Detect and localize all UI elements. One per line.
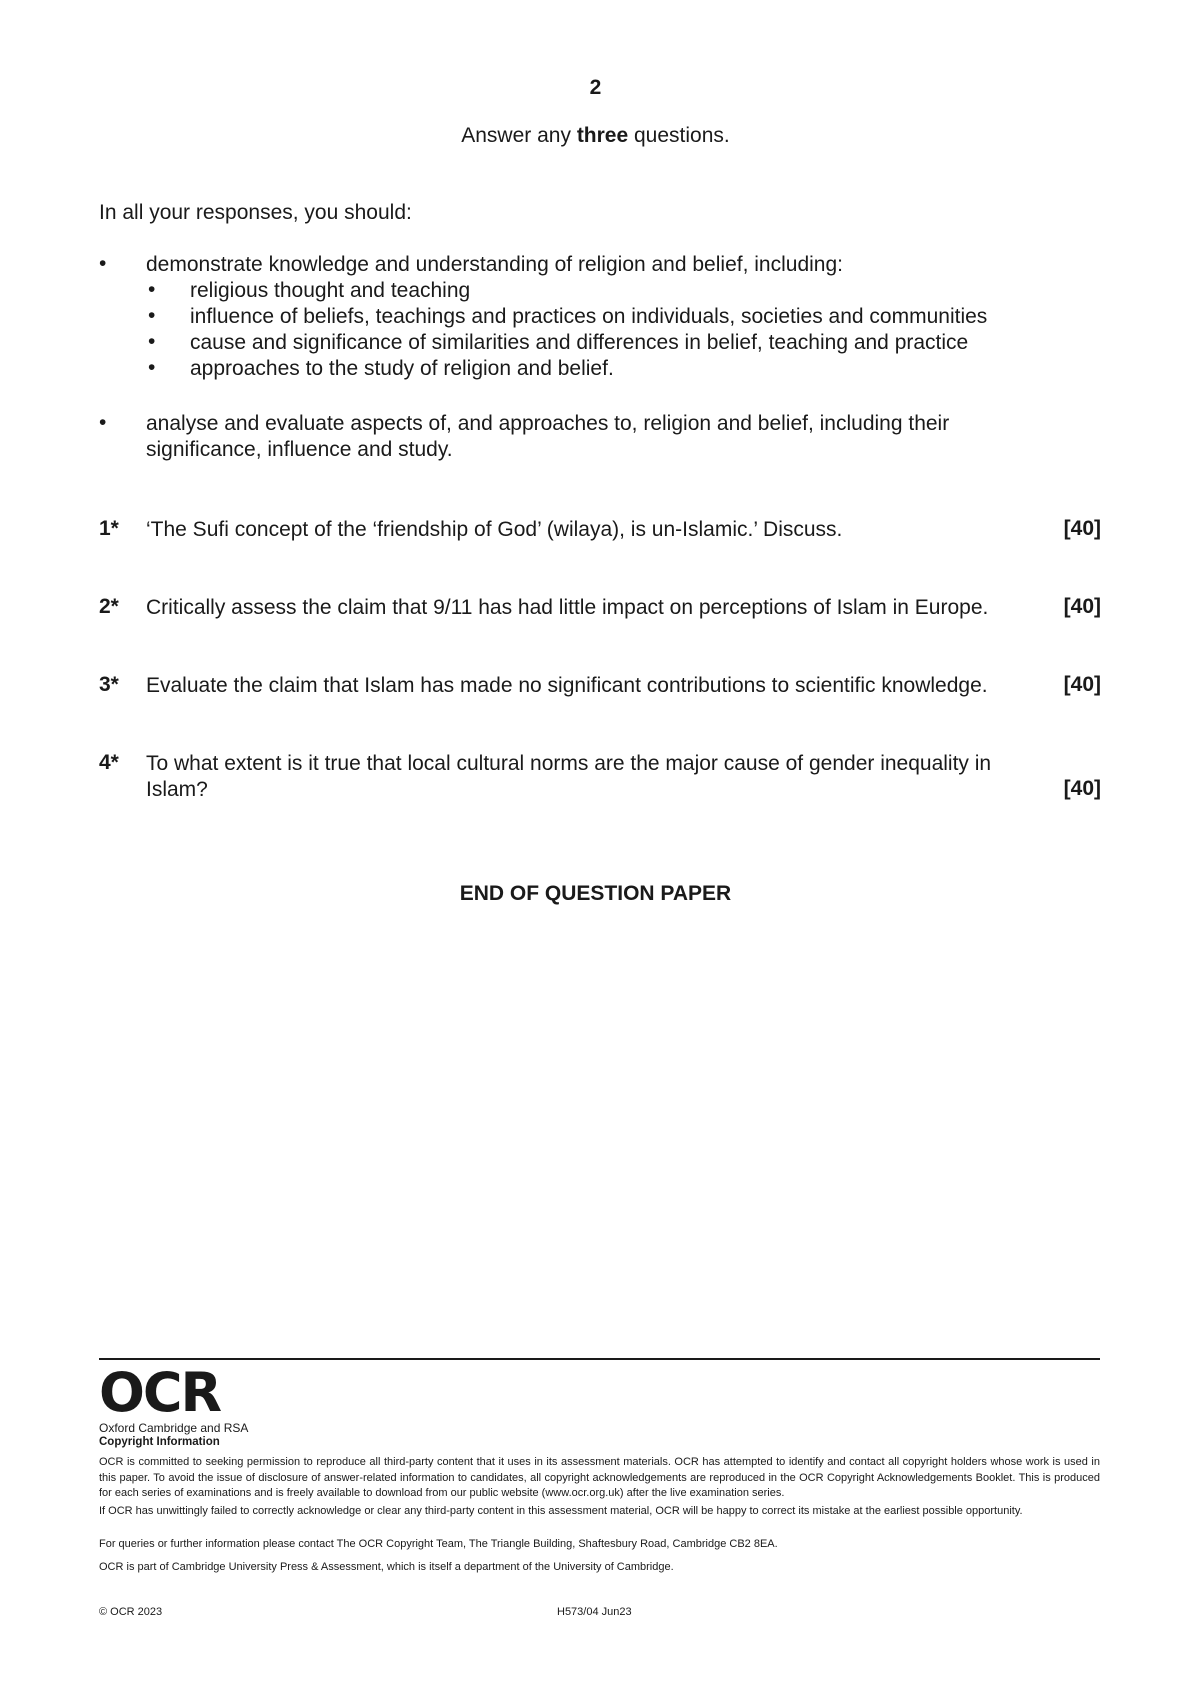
instruction-pre: Answer any [461,124,577,147]
copyright-paragraph-1: OCR is committed to seeking permission to reproduce all third-party content that it uses in its assessment materials. OCR has attempted to identify and contact all copyright holders whose work is used in this paper. To avoid the issue of disclosure of answer-related information to candidates, all copyright acknowledgements are reproduced in the OCR Copyright Acknowledgements Booklet. This is produced for each series of examinations and is freely available to download from our public website (www.ocr.org.uk) after the live examination series. [99,1456,1100,1499]
footer-paper-code: H573/04 Jun23 [557,1606,632,1618]
question-text: Critically assess the claim that 9/11 has had little impact on perceptions of Islam in Europe. [146,596,989,619]
sub-bullet-3: cause and significance of similarities and differences in belief, teaching and practice [190,331,969,354]
bullet-2-line-1: analyse and evaluate aspects of, and approaches to, religion and belief, including their [146,412,950,435]
sub-bullet-symbol: • [148,278,156,301]
sub-bullet-symbol: • [148,304,156,327]
question-marks: [40] [1063,673,1101,696]
footer-divider [99,1358,1100,1360]
copyright-paragraph-4: OCR is part of Cambridge University Press & Assessment, which is itself a department of the University of Cambridge. [99,1561,674,1573]
copyright-paragraph-2: If OCR has unwittingly failed to correctly acknowledge or clear any third-party content in this assessment material, OCR will be happy to correct its mistake at the earliest possible opportunity. [99,1505,1023,1517]
sub-bullet-2: influence of beliefs, teachings and practices on individuals, societies and communities [190,305,988,328]
question-marks: [40] [1063,595,1101,618]
instruction-post: questions. [628,124,730,147]
question-text: Evaluate the claim that Islam has made no significant contributions to scientific knowledge. [146,674,988,697]
question-number: 3* [99,673,119,696]
bullet-symbol: • [99,411,107,434]
bullet-symbol: • [99,252,107,275]
logo-subtitle: Oxford Cambridge and RSA [99,1421,249,1435]
ocr-logo [99,1361,249,1435]
intro-text: In all your responses, you should: [99,201,412,224]
question-text-line-1: To what extent is it true that local cultural norms are the major cause of gender inequality in [146,752,992,775]
copyright-heading: Copyright Information [99,1436,220,1448]
bullet-1-text: demonstrate knowledge and understanding of religion and belief, including: [146,253,843,276]
sub-bullet-symbol: • [148,330,156,353]
question-marks: [40] [1063,517,1101,540]
question-text-line-2: Islam? [146,778,208,801]
sub-bullet-symbol: • [148,356,156,379]
logo-wordmark: OCR [99,1361,221,1424]
instruction-bold: three [576,124,629,147]
copyright-paragraph-3: For queries or further information please contact The OCR Copyright Team, The Triangle Building, Shaftesbury Road, Cambridge CB2 8EA. [99,1538,778,1550]
question-marks: [40] [1063,777,1101,800]
sub-bullet-4: approaches to the study of religion and belief. [190,357,614,380]
end-of-paper: END OF QUESTION PAPER [459,882,732,905]
footer-copyright: © OCR 2023 [99,1606,163,1618]
page-number: 2 [589,76,602,99]
question-number: 4* [99,751,119,774]
instruction-line [0,124,1191,148]
question-text: ‘The Sufi concept of the ‘friendship of God’ (wilaya), is un-Islamic.’ Discuss. [146,518,843,541]
question-number: 1* [99,517,119,540]
question-number: 2* [99,595,119,618]
sub-bullet-1: religious thought and teaching [190,279,471,302]
bullet-2-line-2: significance, influence and study. [146,438,453,461]
